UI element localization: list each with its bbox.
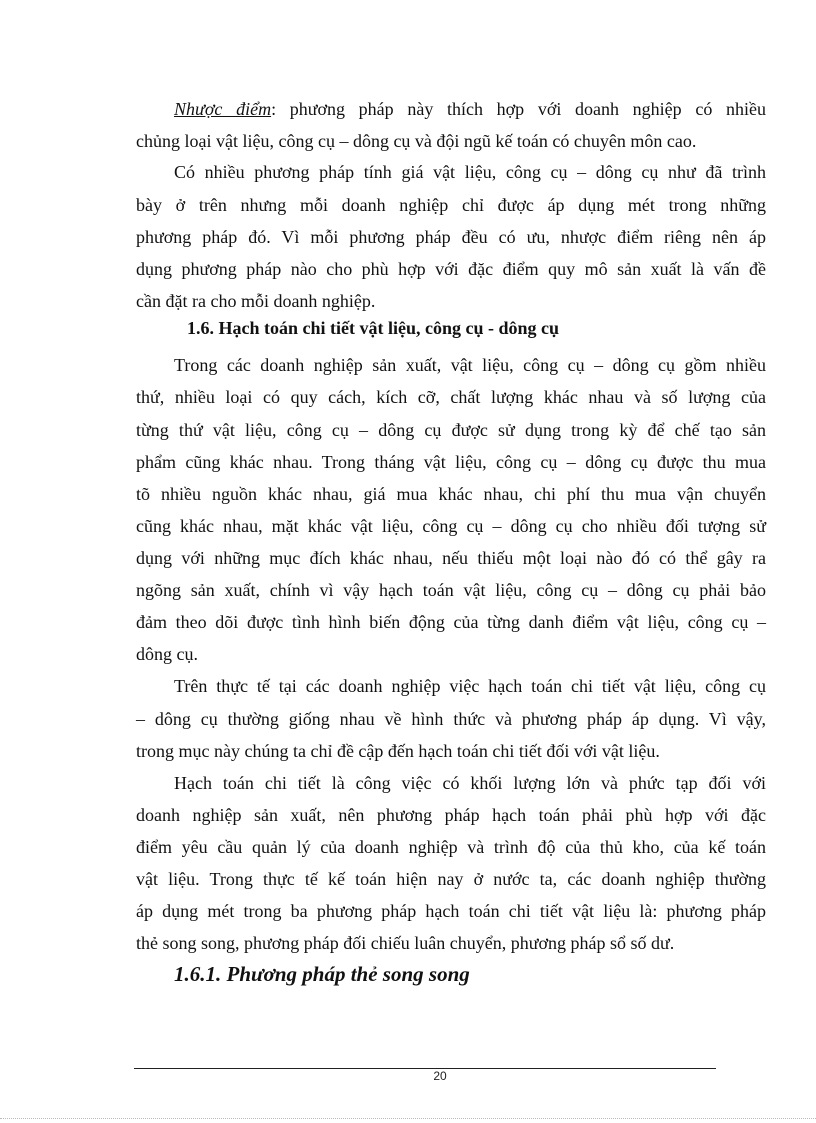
paragraph-line: trong mục này chúng ta chỉ đề cập đến hạch toán chi tiết đối với vật liệu. <box>136 741 660 761</box>
paragraph-line: bày ở trên nhưng mỗi doanh nghiệp chỉ được áp dụng mét trong những <box>136 195 766 215</box>
subsection-heading: 1.6.1. Phương pháp thẻ song song <box>174 962 470 986</box>
paragraph-line: áp dụng mét trong ba phương pháp hạch toán chi tiết vật liệu là: phương pháp <box>136 901 766 921</box>
paragraph-line: dụng phương pháp nào cho phù hợp với đặc điểm quy mô sản xuất là vấn đề <box>136 259 766 279</box>
paragraph-line: thẻ song song, phương pháp đối chiếu luân chuyển, phương pháp sổ số dư. <box>136 933 675 953</box>
paragraph-line: điểm yêu cầu quản lý của doanh nghiệp và trình độ của thủ kho, của kế toán <box>136 837 766 857</box>
paragraph-line: cần đặt ra cho mỗi doanh nghiệp. <box>136 291 376 311</box>
paragraph-line: ngõng sản xuất, chính vì vậy hạch toán vật liệu, công cụ – dông cụ phải bảo <box>136 580 766 600</box>
paragraph-line: – dông cụ thường giống nhau về hình thức và phương pháp áp dụng. Vì vậy, <box>136 709 766 729</box>
paragraph-line: Có nhiều phương pháp tính giá vật liệu, công cụ – dông cụ như đã trình <box>174 162 766 182</box>
paragraph-line: vật liệu. Trong thực tế kế toán hiện nay ở nước ta, các doanh nghiệp thường <box>136 869 766 889</box>
paragraph-line: Trên thực tế tại các doanh nghiệp việc hạch toán chi tiết vật liệu, công cụ <box>174 676 766 696</box>
page-number: 20 <box>433 1069 447 1083</box>
paragraph-line: dụng với những mục đích khác nhau, nếu thiếu một loại nào đó có thể gây ra <box>136 548 766 568</box>
paragraph-line: phương pháp đó. Vì mỗi phương pháp đều có ưu, nhược điểm riêng nên áp <box>136 227 766 247</box>
paragraph-line: phẩm cũng khác nhau. Trong tháng vật liệu, công cụ – dông cụ được thu mua <box>136 452 766 472</box>
paragraph-line: doanh nghiệp sản xuất, nên phương pháp hạch toán phải phù hợp với đặc <box>136 805 766 825</box>
paragraph-line: đảm theo dõi được tình hình biến động của từng danh điểm vật liệu, công cụ – <box>136 612 766 632</box>
paragraph-text: : phương pháp này thích hợp với doanh nghiệp có nhiều <box>271 99 766 119</box>
section-heading: 1.6. Hạch toán chi tiết vật liệu, công cụ - dông cụ <box>187 318 559 338</box>
nhuoc-diem-label: Nhược điểm <box>174 99 272 119</box>
paragraph-line: tõ nhiều nguồn khác nhau, giá mua khác nhau, chi phí thu mua vận chuyển <box>136 484 766 504</box>
paragraph-line <box>174 93 766 125</box>
page-break-line <box>0 1118 816 1119</box>
paragraph-line: cũng khác nhau, mặt khác vật liệu, công cụ – dông cụ cho nhiều đối tượng sử <box>136 516 766 536</box>
paragraph-line: dông cụ. <box>136 644 198 664</box>
paragraph-line: từng thứ vật liệu, công cụ – dông cụ được sử dụng trong kỳ để chế tạo sản <box>136 420 766 440</box>
paragraph-line: Hạch toán chi tiết là công việc có khối lượng lớn và phức tạp đối với <box>174 773 766 793</box>
paragraph-line: thứ, nhiều loại có quy cách, kích cỡ, chất lượng khác nhau và số lượng của <box>136 387 766 407</box>
paragraph-line: Trong các doanh nghiệp sản xuất, vật liệu, công cụ – dông cụ gồm nhiều <box>174 355 766 375</box>
paragraph-line: chủng loại vật liệu, công cụ – dông cụ và đội ngũ kế toán có chuyên môn cao. <box>136 131 697 151</box>
